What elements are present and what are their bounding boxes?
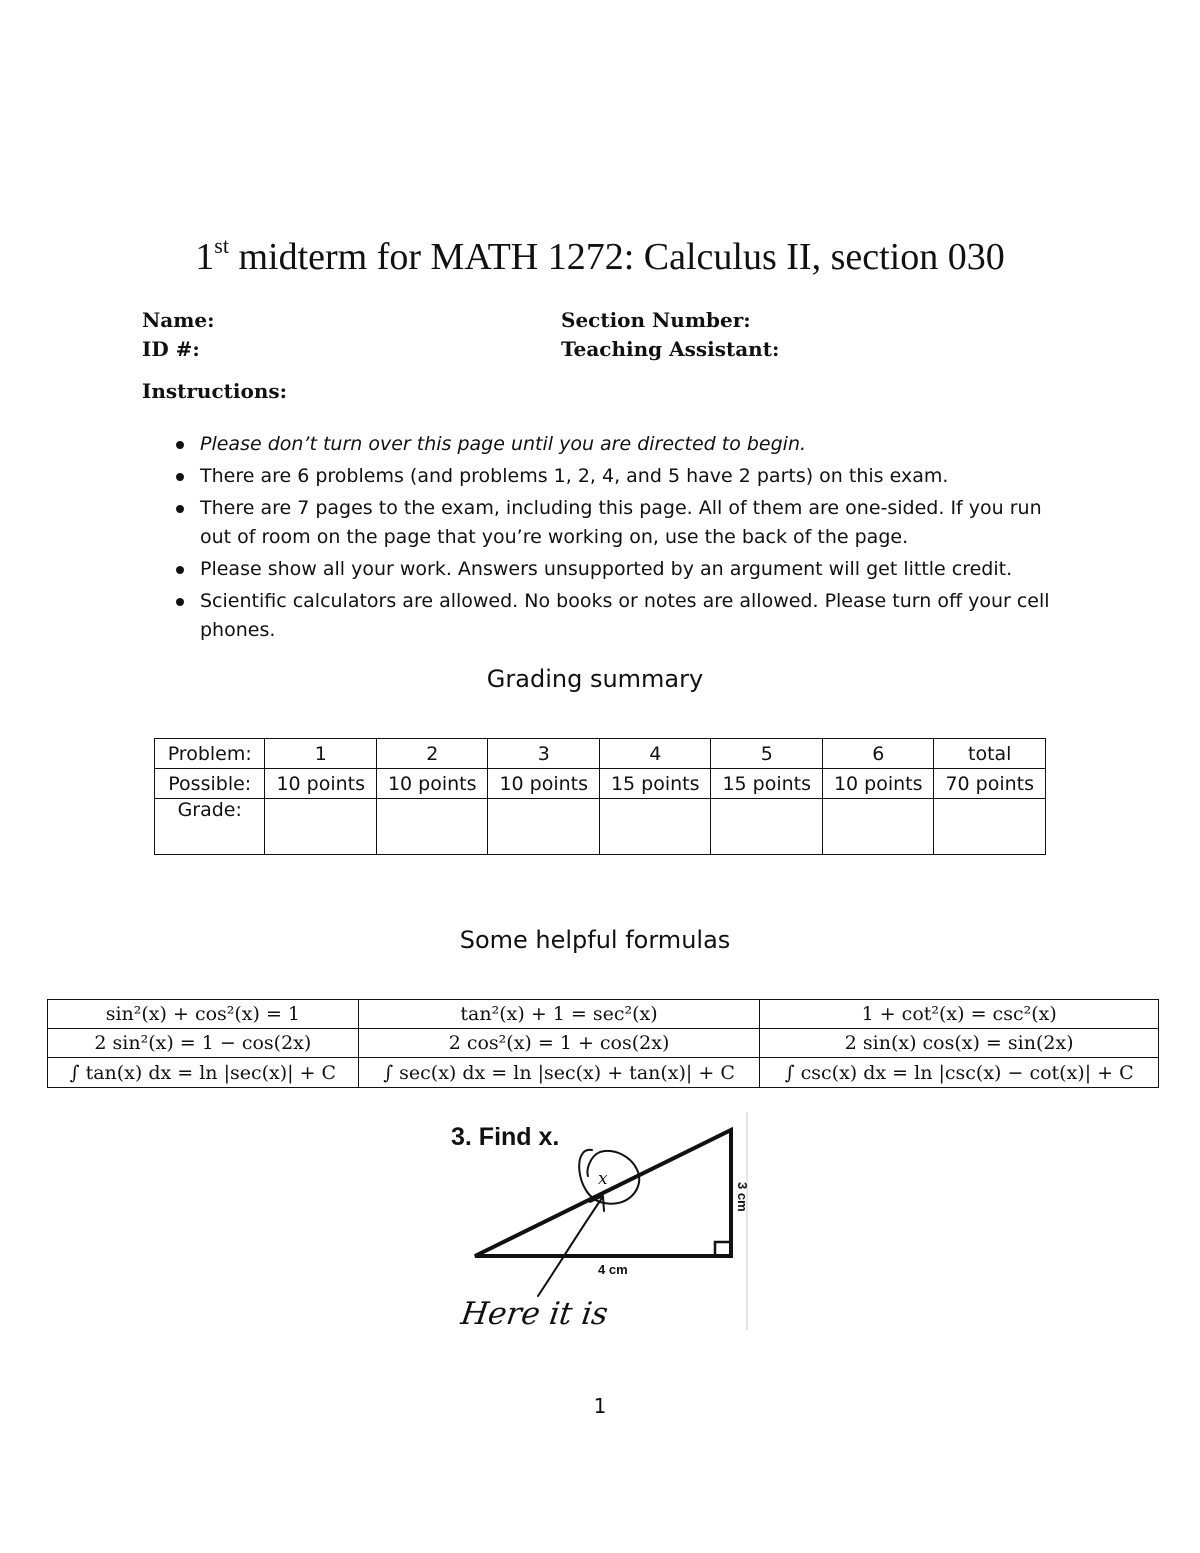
formula-cell: ∫ sec(x) dx = ln |sec(x) + tan(x)| + C — [358, 1058, 760, 1088]
grading-row-possible — [155, 769, 1046, 799]
grading-cell: 10 points — [376, 769, 488, 799]
name-label: Name: — [142, 308, 215, 332]
id-label: ID #: — [142, 337, 200, 361]
grade-input-cell[interactable] — [376, 799, 488, 855]
title-ordinal: 1 — [195, 236, 215, 278]
formula-cell: 2 cos²(x) = 1 + cos(2x) — [358, 1029, 760, 1058]
grading-row-grade — [155, 799, 1046, 855]
find-x-comic — [440, 1110, 760, 1335]
grading-cell: 15 points — [711, 769, 823, 799]
formulas-table — [47, 999, 1159, 1088]
instruction-item: Please show all your work. Answers unsupported by an argument will get little credit. — [142, 555, 1072, 584]
formula-row — [48, 1058, 1159, 1088]
grading-cell: total — [934, 739, 1046, 769]
grading-cell: Problem: — [155, 739, 265, 769]
formula-cell: ∫ csc(x) dx = ln |csc(x) − cot(x)| + C — [760, 1058, 1159, 1088]
page-number: 1 — [593, 1394, 607, 1418]
grade-input-cell[interactable] — [599, 799, 711, 855]
grading-cell: 2 — [376, 739, 488, 769]
instructions-list — [142, 430, 1072, 648]
formula-cell: sin²(x) + cos²(x) = 1 — [48, 1000, 359, 1029]
grading-cell: 4 — [599, 739, 711, 769]
arrow-line — [538, 1198, 602, 1296]
title-text: midterm for MATH 1272: Calculus II, section 030 — [238, 236, 1005, 278]
instruction-item: Scientific calculators are allowed. No books or notes are allowed. Please turn off your cell phones. — [142, 587, 1072, 645]
side-vertical-label: 3 cm — [735, 1182, 750, 1212]
grading-cell: 5 — [711, 739, 823, 769]
grading-cell: 10 points — [822, 769, 934, 799]
title-ordinal-suffix: st — [214, 233, 229, 258]
handwriting-text: Here it is — [458, 1296, 611, 1332]
formula-row — [48, 1029, 1159, 1058]
formula-cell: 2 sin(x) cos(x) = sin(2x) — [760, 1029, 1159, 1058]
bullet-icon — [176, 598, 184, 606]
grade-input-cell[interactable] — [488, 799, 600, 855]
grading-cell: 3 — [488, 739, 600, 769]
circle-doodle — [579, 1150, 639, 1204]
grading-cell: 10 points — [488, 769, 600, 799]
instruction-item: Please don’t turn over this page until you are directed to begin. — [142, 430, 1072, 459]
page-title — [0, 222, 1200, 281]
formula-cell: tan²(x) + 1 = sec²(x) — [358, 1000, 760, 1029]
formula-cell: 2 sin²(x) = 1 − cos(2x) — [48, 1029, 359, 1058]
grading-cell: 1 — [265, 739, 377, 769]
grading-cell: 70 points — [934, 769, 1046, 799]
instructions-heading: Instructions: — [142, 379, 288, 403]
bullet-icon — [176, 566, 184, 574]
formula-cell: 1 + cot²(x) = csc²(x) — [760, 1000, 1159, 1029]
grading-summary-heading: Grading summary — [486, 665, 704, 693]
bullet-icon — [176, 441, 184, 449]
grade-input-cell[interactable] — [822, 799, 934, 855]
section-number-label: Section Number: — [561, 308, 751, 332]
grade-input-cell[interactable] — [934, 799, 1046, 855]
grading-row-problem — [155, 739, 1046, 769]
bullet-icon — [176, 473, 184, 481]
grading-cell: 6 — [822, 739, 934, 769]
instruction-item: There are 7 pages to the exam, including this page. All of them are one-sided. If you run out of room on the page that you’re working on, use the back of the page. — [142, 494, 1072, 552]
grading-table — [154, 738, 1046, 855]
side-horizontal-label: 4 cm — [598, 1262, 628, 1277]
x-variable-label: x — [598, 1169, 608, 1189]
grading-cell: 15 points — [599, 769, 711, 799]
comic-question: 3. Find x. — [451, 1123, 560, 1151]
grade-input-cell[interactable] — [711, 799, 823, 855]
teaching-assistant-label: Teaching Assistant: — [561, 337, 780, 361]
formulas-heading: Some helpful formulas — [459, 926, 731, 954]
right-angle-marker — [715, 1242, 729, 1256]
grading-cell: Possible: — [155, 769, 265, 799]
grading-cell: Grade: — [155, 799, 265, 855]
instruction-item: There are 6 problems (and problems 1, 2, 4, and 5 have 2 parts) on this exam. — [142, 462, 1072, 491]
formula-cell: ∫ tan(x) dx = ln |sec(x)| + C — [48, 1058, 359, 1088]
formula-row — [48, 1000, 1159, 1029]
grade-input-cell[interactable] — [265, 799, 377, 855]
bullet-icon — [176, 505, 184, 513]
grading-cell: 10 points — [265, 769, 377, 799]
